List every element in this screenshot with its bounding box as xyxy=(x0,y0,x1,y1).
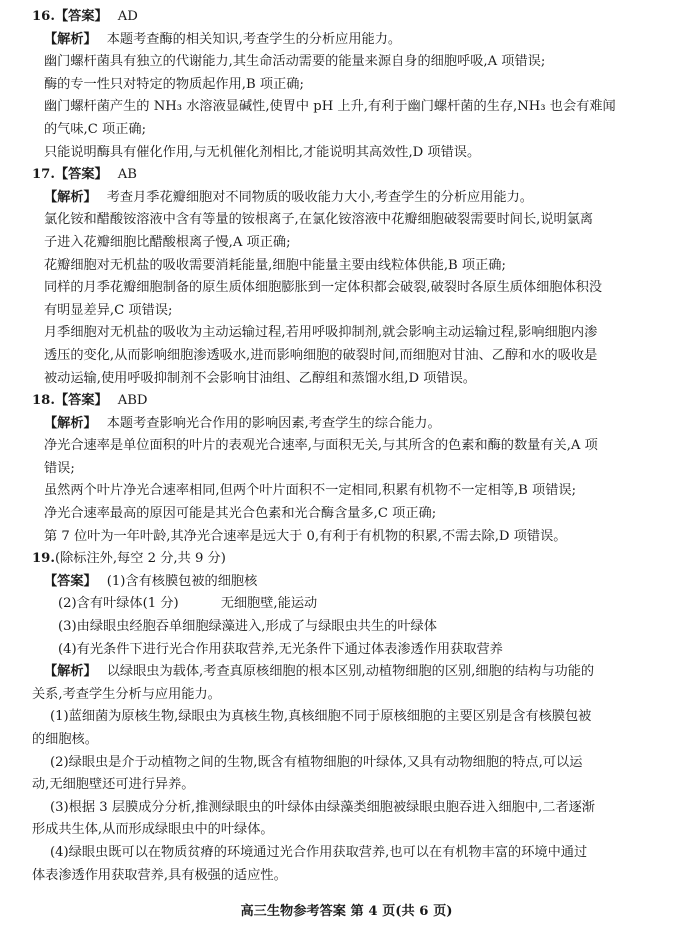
text-line: 幽门螺杆菌具有独立的代谢能力,其生命活动需要的能量来源自身的细胞呼吸,A 项错误; xyxy=(44,54,546,70)
text-line: 幽门螺杆菌产生的 NH₃ 水溶液显碱性,使胃中 pH 上升,有利于幽门螺杆菌的生存,NH₃ 也会有难闻 xyxy=(44,99,616,115)
question-number: 17. xyxy=(32,167,55,183)
text-line: 月季细胞对无机盐的吸收为主动运输过程,若用呼吸抑制剂,就会影响主动运输过程,影响细胞内渗 xyxy=(44,325,598,341)
q16-analysis-line xyxy=(32,29,653,52)
answer-value: AB xyxy=(117,167,137,183)
text-line: (2)绿眼虫是介于动植物之间的生物,既含有植物细胞的叶绿体,又具有动物细胞的特点,可以运 xyxy=(50,754,583,770)
score-note: (除标注外,每空 2 分,共 9 分) xyxy=(54,551,226,567)
text-line: 净光合速率是单位面积的叶片的表观光合速率,与面积无关,与其所含的色素和酶的数量有关,A 项 xyxy=(44,438,598,454)
page-footer: 高三生物参考答案 第 4 页(共 6 页) xyxy=(240,904,453,919)
text-line: 错误; xyxy=(44,460,75,476)
answer-tag: 【答案】 xyxy=(54,393,108,409)
text-line: (4)绿眼虫既可以在物质贫瘠的环境通过光合作用获取营养,也可以在有机物丰富的环境中通过 xyxy=(50,844,588,860)
answer-value: (2)含有叶绿体(1 分) xyxy=(58,596,179,612)
text-line: 体表渗透作用获取营养,具有极强的适应性。 xyxy=(32,867,287,883)
text-line: 氯化铵和醋酸铵溶液中含有等量的铵根离子,在氯化铵溶液中花瓣细胞破裂需要时间长,说明氯离 xyxy=(44,212,594,228)
text-line: 的气味,C 项正确; xyxy=(44,121,147,137)
q17-analysis-line xyxy=(32,187,653,210)
analysis-tag: 【解析】 xyxy=(44,415,97,431)
text-line: 透压的变化,从而影响细胞渗透吸水,进而影响细胞的破裂时间,而细胞对甘油、乙醇和水的吸收是 xyxy=(44,347,598,363)
answer-value: ABD xyxy=(117,393,148,409)
q18-analysis-line xyxy=(32,413,653,436)
text-line: 净光合速率最高的原因可能是其光合色素和光合酶含量多,C 项正确; xyxy=(44,506,437,522)
answer-value: AD xyxy=(117,9,138,24)
analysis-text: 本题考查酶的相关知识,考查学生的分析应用能力。 xyxy=(106,31,402,47)
text-line: 子进入花瓣细胞比醋酸根离子慢,A 项正确; xyxy=(44,234,291,250)
analysis-text: 考查月季花瓣细胞对不同物质的吸收能力大小,考查学生的分析应用能力。 xyxy=(106,189,533,205)
text-line: 形成共生体,从而形成绿眼虫中的叶绿体。 xyxy=(32,822,274,838)
text-line: 的细胞核。 xyxy=(32,732,98,747)
text-line: 只能说明酶具有催化作用,与无机催化剂相比,才能说明其高效性,D 项错误。 xyxy=(44,144,481,160)
q16-answer-line xyxy=(32,6,653,29)
analysis-tag: 【解析】 xyxy=(44,664,97,680)
question-number: 18. xyxy=(32,393,55,409)
question-number: 19. xyxy=(32,551,55,567)
text-line: 同样的月季花瓣细胞制备的原生质体细胞膨胀到一定体积都会破裂,破裂时各原生质体细胞体积没 xyxy=(44,280,603,296)
q19-answer-line xyxy=(32,571,653,594)
answer-tag: 【答案】 xyxy=(54,167,108,183)
text-line: 花瓣细胞对无机盐的吸收需要消耗能量,细胞中能量主要由线粒体供能,B 项正确; xyxy=(44,257,506,273)
answer-value: 无细胞壁,能运动 xyxy=(220,596,318,612)
answer-value: (1)含有核膜包被的细胞核 xyxy=(106,573,258,589)
answer-tag: 【答案】 xyxy=(54,9,108,24)
text-line: (3)根据 3 层膜成分分析,推测绿眼虫的叶绿体由绿藻类细胞被绿眼虫胞吞进入细胞中,二者逐渐 xyxy=(50,799,595,815)
text-line: 虽然两个叶片净光合速率相同,但两个叶片面积不一定相同,积累有机物不一定相等,B 项错误; xyxy=(44,483,577,499)
q19-answer-line: (3)由绿眼虫经胞吞单细胞绿藻进入,形成了与绿眼虫共生的叶绿体 xyxy=(58,619,437,635)
q19-header-line xyxy=(32,548,653,571)
analysis-tag: 【解析】 xyxy=(44,31,97,47)
answer-tag: 【答案】 xyxy=(44,573,97,589)
q19-answer-line xyxy=(32,593,653,616)
text-line: 动,无细胞壁还可进行异养。 xyxy=(32,777,195,793)
text-line: (1)蓝细菌为原核生物,绿眼虫为真核生物,真核细胞不同于原核细胞的主要区别是含有核膜包被 xyxy=(50,709,592,725)
q19-analysis-line xyxy=(32,661,653,684)
text-line: 关系,考查学生分析与应用能力。 xyxy=(32,686,221,702)
text-line: 有明显差异,C 项错误; xyxy=(44,302,173,318)
q18-answer-line xyxy=(32,390,653,413)
text-line: 被动运输,使用呼吸抑制剂不会影响甘油组、乙醇组和蒸馏水组,D 项错误。 xyxy=(44,370,476,386)
q17-answer-line xyxy=(32,164,653,187)
text-line: 酶的专一性只对特定的物质起作用,B 项正确; xyxy=(44,76,304,92)
analysis-tag: 【解析】 xyxy=(44,189,97,205)
text-line: 第 7 位叶为一年叶龄,其净光合速率是远大于 0,有利于有机物的积累,不需去除,D 项错误。 xyxy=(44,528,567,544)
analysis-text: 本题考查影响光合作用的影响因素,考查学生的综合能力。 xyxy=(106,415,441,431)
analysis-text: 以绿眼虫为载体,考查真原核细胞的根本区别,动植物细胞的区别,细胞的结构与功能的 xyxy=(106,664,595,680)
question-number: 16. xyxy=(32,9,55,24)
q19-answer-line: (4)有光条件下进行光合作用获取营养,无光条件下通过体表渗透作用获取营养 xyxy=(58,641,503,657)
